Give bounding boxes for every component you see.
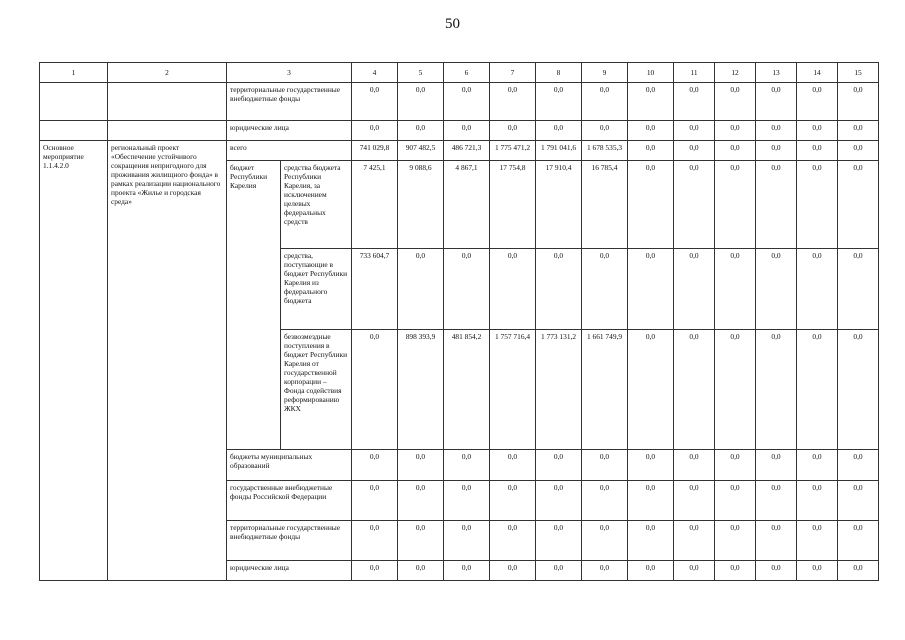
value-cell: 0,0 [536,521,582,561]
value-cell: 0,0 [756,121,797,141]
value-cell: 1 678 535,3 [582,141,628,161]
measure-status: Основное мероприятие 1.1.4.2.0 [40,141,108,581]
value-cell: 0,0 [536,481,582,521]
value-cell: 0,0 [797,121,838,141]
value-cell: 7 425,1 [352,161,398,249]
value-cell: 0,0 [756,161,797,249]
value-cell: 0,0 [674,330,715,450]
value-cell: 0,0 [838,450,879,481]
value-cell: 0,0 [628,561,674,581]
value-cell: 0,0 [838,141,879,161]
value-cell: 0,0 [628,330,674,450]
funding-source: территориальные государственные внебюджетные фонды [227,83,352,121]
value-cell: 17 910,4 [536,161,582,249]
header-cell: 10 [628,63,674,83]
header-cell: 2 [108,63,227,83]
value-cell: 0,0 [582,121,628,141]
header-cell: 13 [756,63,797,83]
header-row [40,63,879,83]
value-cell: 486 721,3 [444,141,490,161]
value-cell: 0,0 [536,121,582,141]
value-cell: 1 791 041,6 [536,141,582,161]
measure-name: региональный проект «Обеспечение устойчивого сокращения непригодного для проживания жилищного фонда» в рамках реализации национального проекта «Жилье и городская среда» [108,141,227,581]
value-cell: 0,0 [715,141,756,161]
value-cell: 741 029,8 [352,141,398,161]
value-cell: 0,0 [398,83,444,121]
value-cell: 0,0 [756,561,797,581]
value-cell: 0,0 [797,141,838,161]
value-cell: 0,0 [838,249,879,330]
value-cell: 0,0 [715,83,756,121]
value-cell: 0,0 [398,121,444,141]
value-cell: 0,0 [838,521,879,561]
value-cell: 0,0 [838,330,879,450]
value-cell: 0,0 [756,450,797,481]
value-cell: 0,0 [352,521,398,561]
value-cell: 0,0 [582,83,628,121]
value-cell: 0,0 [628,481,674,521]
value-cell: 0,0 [490,481,536,521]
value-cell: 0,0 [490,521,536,561]
value-cell: 0,0 [628,450,674,481]
header-cell: 6 [444,63,490,83]
value-cell: 0,0 [582,561,628,581]
value-cell: 0,0 [756,521,797,561]
value-cell: 0,0 [398,450,444,481]
header-cell: 12 [715,63,756,83]
value-cell: 0,0 [398,561,444,581]
header-cell: 11 [674,63,715,83]
value-cell: 0,0 [756,83,797,121]
value-cell: 0,0 [398,521,444,561]
value-cell: 0,0 [715,121,756,141]
value-cell: 1 773 131,2 [536,330,582,450]
value-cell: 0,0 [838,83,879,121]
value-cell: 0,0 [674,141,715,161]
value-cell: 0,0 [797,330,838,450]
value-cell: 0,0 [352,121,398,141]
value-cell: 0,0 [352,83,398,121]
value-cell: 0,0 [674,561,715,581]
value-cell: 0,0 [490,121,536,141]
value-cell: 0,0 [715,481,756,521]
value-cell: 0,0 [398,481,444,521]
budget-label: бюджет Республики Карелия [227,161,281,450]
header-cell: 4 [352,63,398,83]
value-cell: 0,0 [838,561,879,581]
value-cell: 0,0 [628,161,674,249]
value-cell: 0,0 [582,450,628,481]
value-cell: 0,0 [536,450,582,481]
value-cell: 0,0 [490,450,536,481]
value-cell: 0,0 [797,249,838,330]
value-cell: 0,0 [490,249,536,330]
value-cell: 1 775 471,2 [490,141,536,161]
table-row [40,141,879,161]
value-cell: 0,0 [838,121,879,141]
value-cell: 0,0 [797,450,838,481]
resource-table [39,62,879,581]
value-cell: 907 482,5 [398,141,444,161]
header-cell: 1 [40,63,108,83]
value-cell: 0,0 [444,249,490,330]
value-cell: 0,0 [797,521,838,561]
header-cell: 14 [797,63,838,83]
value-cell: 0,0 [674,83,715,121]
header-cell: 9 [582,63,628,83]
value-cell: 0,0 [756,330,797,450]
value-cell: 0,0 [674,481,715,521]
value-cell: 0,0 [582,521,628,561]
value-cell: 0,0 [628,83,674,121]
header-cell: 15 [838,63,879,83]
value-cell: 4 867,1 [444,161,490,249]
name-cell [108,83,227,121]
value-cell: 0,0 [444,450,490,481]
value-cell: 17 754,8 [490,161,536,249]
value-cell: 0,0 [444,83,490,121]
value-cell: 1 661 749,9 [582,330,628,450]
funding-source: бюджеты муниципальных образований [227,450,352,481]
value-cell: 0,0 [444,561,490,581]
value-cell: 0,0 [536,561,582,581]
value-cell: 0,0 [490,561,536,581]
value-cell: 16 785,4 [582,161,628,249]
value-cell: 0,0 [628,121,674,141]
value-cell: 0,0 [756,481,797,521]
funding-source: всего [227,141,352,161]
value-cell: 0,0 [838,481,879,521]
funding-source: средства бюджета Республики Карелия, за исключением целевых федеральных средств [281,161,352,249]
value-cell: 0,0 [715,561,756,581]
value-cell: 0,0 [582,249,628,330]
value-cell: 0,0 [352,561,398,581]
header-cell: 8 [536,63,582,83]
value-cell: 0,0 [797,561,838,581]
value-cell: 0,0 [797,83,838,121]
value-cell: 0,0 [352,481,398,521]
value-cell: 0,0 [398,249,444,330]
page-number: 50 [445,16,460,32]
value-cell: 733 604,7 [352,249,398,330]
value-cell: 481 854,2 [444,330,490,450]
value-cell: 0,0 [674,161,715,249]
status-cell [40,121,108,141]
value-cell: 0,0 [797,161,838,249]
funding-source: государственные внебюджетные фонды Российской Федерации [227,481,352,521]
value-cell: 0,0 [536,83,582,121]
value-cell: 0,0 [674,121,715,141]
funding-source: юридические лица [227,561,352,581]
status-cell [40,83,108,121]
name-cell [108,121,227,141]
value-cell: 0,0 [838,161,879,249]
funding-source: средства, поступающие в бюджет Республики Карелия из федерального бюджета [281,249,352,330]
funding-source: юридические лица [227,121,352,141]
value-cell: 0,0 [756,141,797,161]
value-cell: 0,0 [674,249,715,330]
value-cell: 0,0 [674,450,715,481]
value-cell: 0,0 [756,249,797,330]
funding-source: безвозмездные поступления в бюджет Республики Карелия от государственной корпорации – Фонда содействия реформированию ЖКХ [281,330,352,450]
value-cell: 0,0 [444,521,490,561]
value-cell: 0,0 [715,330,756,450]
value-cell: 0,0 [582,481,628,521]
table-row [40,83,879,121]
value-cell: 898 393,9 [398,330,444,450]
value-cell: 1 757 716,4 [490,330,536,450]
value-cell: 0,0 [628,521,674,561]
value-cell: 0,0 [715,249,756,330]
table-row [40,121,879,141]
funding-source: территориальные государственные внебюджетные фонды [227,521,352,561]
value-cell: 0,0 [444,121,490,141]
value-cell: 0,0 [628,141,674,161]
value-cell: 0,0 [715,521,756,561]
header-cell: 5 [398,63,444,83]
value-cell: 0,0 [352,450,398,481]
value-cell: 0,0 [444,481,490,521]
value-cell: 0,0 [352,330,398,450]
header-cell: 7 [490,63,536,83]
value-cell: 0,0 [490,83,536,121]
value-cell: 0,0 [715,450,756,481]
value-cell: 0,0 [628,249,674,330]
value-cell: 0,0 [715,161,756,249]
header-cell: 3 [227,63,352,83]
value-cell: 0,0 [797,481,838,521]
value-cell: 0,0 [536,249,582,330]
value-cell: 0,0 [674,521,715,561]
value-cell: 9 088,6 [398,161,444,249]
